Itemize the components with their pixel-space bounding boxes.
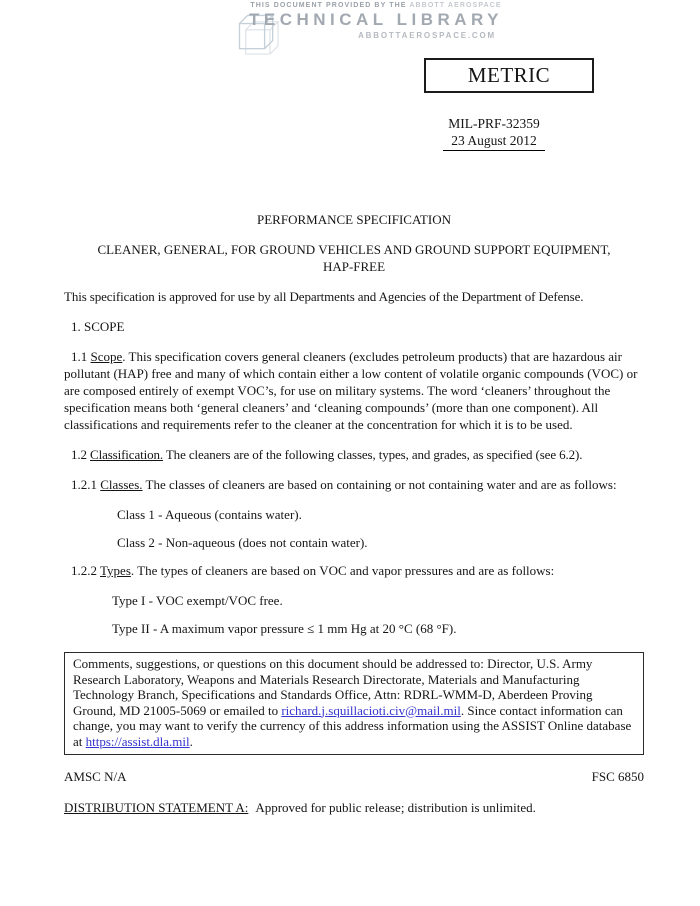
class-2-item: Class 2 - Non-aqueous (does not contain water). bbox=[117, 535, 368, 550]
type-1-item: Type I - VOC exempt/VOC free. bbox=[112, 593, 283, 608]
para-1-2-2-label: Types bbox=[100, 563, 131, 578]
para-1-2-number: 1.2 bbox=[71, 447, 91, 462]
document-date: 23 August 2012 bbox=[443, 132, 545, 151]
library-title: TECHNICAL LIBRARY bbox=[248, 10, 504, 29]
para-1-2-2-text: . The types of cleaners are based on VOC and vapor pressures and are as follows: bbox=[130, 563, 555, 578]
title-line1: CLEANER, GENERAL, FOR GROUND VEHICLES AND GROUND SUPPORT EQUIPMENT, bbox=[97, 242, 611, 257]
comments-address-box bbox=[64, 652, 644, 755]
website-text: ABBOTTAEROSPACE.COM bbox=[358, 31, 496, 40]
para-1-2-1-number: 1.2.1 bbox=[71, 477, 101, 492]
para-1-2-text: The cleaners are of the following classes, types, and grades, as specified (see 6.2). bbox=[162, 447, 583, 462]
para-1-1-text: . This specification covers general cleaners (excludes petroleum products) that are hazardous air pollutant (HAP) free and many of which contain either a low content of volatile organic compounds (VOC) or are composed entirely of exempt VOC’s, for use on military systems. The word ‘cleaners’ throughout the specification means both ‘general cleaners’ and ‘cleaning compounds’ (more than one component). All classifications and requirements refer to the cleaner at the concentration for which it is to be used. bbox=[64, 349, 638, 432]
comments-part3: . bbox=[189, 733, 193, 749]
para-1-1-scope bbox=[64, 348, 644, 433]
para-1-2-1-text: The classes of cleaners are based on containing or not containing water and are as follows: bbox=[142, 477, 617, 492]
provided-by-line bbox=[230, 2, 522, 9]
abbott-technical-library-header bbox=[230, 2, 522, 40]
document-body bbox=[64, 211, 644, 829]
para-1-2-2-types bbox=[64, 562, 644, 579]
document-identifier bbox=[418, 115, 570, 151]
metric-label: METRIC bbox=[467, 63, 551, 87]
para-1-2-label: Classification. bbox=[90, 447, 163, 462]
provided-prefix: THIS DOCUMENT PROVIDED BY THE bbox=[250, 2, 407, 9]
assist-database-link[interactable]: https://assist.dla.mil bbox=[85, 733, 190, 749]
para-1-1-label: Scope bbox=[90, 349, 123, 364]
header-text-block bbox=[230, 2, 522, 40]
approval-statement: This specification is approved for use by all Departments and Agencies of the Department of Defense. bbox=[64, 289, 584, 304]
document-number: MIL-PRF-32359 bbox=[448, 116, 540, 131]
para-1-2-classification bbox=[64, 446, 644, 463]
fsc-code: FSC 6850 bbox=[591, 769, 644, 784]
metric-box bbox=[424, 58, 594, 93]
para-1-2-2-number: 1.2.2 bbox=[71, 563, 101, 578]
para-1-1-number: 1.1 bbox=[71, 349, 91, 364]
spec-heading: PERFORMANCE SPECIFICATION bbox=[257, 212, 451, 227]
email-link[interactable]: richard.j.squillacioti.civ@mail.mil bbox=[281, 702, 461, 718]
class-1-item: Class 1 - Aqueous (contains water). bbox=[117, 507, 302, 522]
amsc-fsc-row bbox=[64, 768, 644, 785]
distribution-label: DISTRIBUTION STATEMENT A: bbox=[64, 800, 249, 815]
provided-brand: ABBOTT AEROSPACE bbox=[409, 2, 502, 9]
para-1-2-1-label: Classes. bbox=[100, 477, 143, 492]
comments-text bbox=[73, 656, 635, 749]
distribution-statement bbox=[64, 799, 644, 816]
title-line2: HAP-FREE bbox=[322, 259, 386, 274]
amsc-code: AMSC N/A bbox=[64, 769, 127, 784]
document-title bbox=[64, 241, 644, 275]
scope-section-heading: 1. SCOPE bbox=[71, 319, 125, 334]
distribution-text: Approved for public release; distribution is unlimited. bbox=[255, 800, 536, 815]
para-1-2-1-classes bbox=[64, 476, 644, 493]
comments-part1: Comments, suggestions, or questions on this document should be addressed to: Director, U.S. Army Research Laboratory, Weapons and Materials Research Directorate, Materials and Manufacturing Technology Branch, Specifications and Standards Office, Attn: RDRL-WMM-D, Aberdeen Proving Ground, MD 21005-5069 or emailed to bbox=[73, 656, 593, 718]
comments-part2: . Since contact information can change, you may want to verify the currency of this address information using the ASSIST Online database at bbox=[73, 702, 632, 749]
type-2-item: Type II - A maximum vapor pressure ≤ 1 mm Hg at 20 °C (68 °F). bbox=[112, 621, 457, 636]
